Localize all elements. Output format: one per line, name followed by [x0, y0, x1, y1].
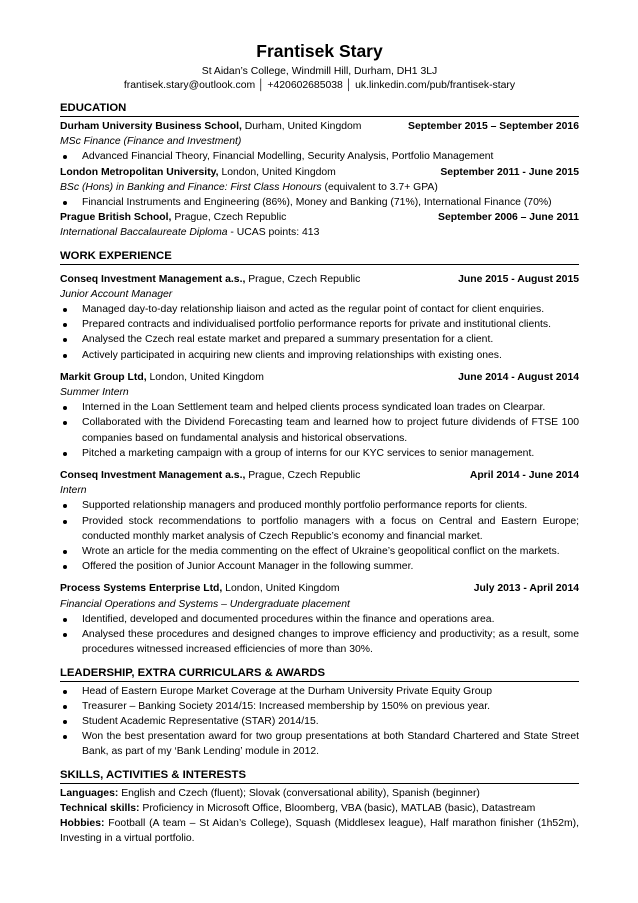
skill-line: [60, 816, 579, 846]
company-location: Prague, Czech Republic: [245, 273, 361, 285]
job-bullets: [60, 612, 579, 658]
list-item: Managed day-to-day relationship liaison and acted as the regular point of contact for client enquiries.: [60, 302, 579, 317]
list-item: Student Academic Representative (STAR) 2014/15.: [60, 714, 579, 729]
job-entry: [60, 272, 579, 363]
education-entry: [60, 210, 579, 240]
job-date: June 2015 - August 2015: [458, 273, 579, 285]
school-name: Durham University Business School,: [60, 121, 242, 132]
education-entry: [60, 165, 579, 211]
list-item: Provided stock recommendations to portfolio managers with a focus on Central and Eastern Europe; conducted monthly market analysis of Czech Republic’s economy and financial market.: [60, 514, 579, 544]
school-name: London Metropolitan University,: [60, 166, 219, 178]
degree: MSc Finance (Finance and Investment): [60, 136, 242, 148]
list-item: Identified, developed and documented procedures within the finance and operations area.: [60, 612, 579, 627]
list-item: Treasurer – Banking Society 2014/15: Increased membership by 150% on previous year.: [60, 699, 579, 714]
job-date: June 2014 - August 2014: [458, 371, 579, 383]
job-entry: [60, 581, 579, 657]
list-item: Won the best presentation award for two group presentations at both Standard Chartered and State Street Bank, as part of my ‘Bank Lending’ module in 2012.: [60, 729, 579, 759]
list-item: Wrote an article for the media commenting on the effect of Ukraine’s geopolitical conflict on the markets.: [60, 544, 579, 559]
work-section: [60, 249, 579, 658]
school-location: Durham, United Kingdom: [241, 121, 362, 132]
section-title-education: EDUCATION: [60, 101, 579, 117]
list-item: Pitched a marketing campaign with a group of interns for our KYC services to senior management.: [60, 446, 579, 461]
skill-label: Languages:: [60, 787, 119, 799]
education-bullets: [60, 195, 579, 210]
education-bullets: [60, 149, 579, 164]
education-date: September 2011 - June 2015: [440, 166, 579, 178]
list-item: Prepared contracts and individualised portfolio performance reports for private and institutional clients.: [60, 317, 579, 332]
section-title-leadership: LEADERSHIP, EXTRA CURRICULARS & AWARDS: [60, 666, 579, 682]
list-item: Supported relationship managers and produced monthly portfolio performance reports for clients.: [60, 498, 579, 513]
company-name: Conseq Investment Management a.s.,: [60, 470, 246, 482]
education-entry: [60, 119, 579, 165]
company-location: London, United Kingdom: [222, 583, 340, 595]
school-location: London, United Kingdom: [218, 166, 336, 178]
job-entry: [60, 370, 579, 461]
school-name: Prague British School,: [60, 212, 172, 224]
address: St Aidan’s College, Windmill Hill, Durham, DH1 3LJ: [201, 66, 438, 77]
list-item: Financial Instruments and Engineering (86%), Money and Banking (71%), International Finance (70%): [60, 195, 579, 210]
skill-line: [60, 786, 579, 801]
job-entry: [60, 468, 579, 574]
leadership-bullets: [60, 684, 579, 760]
candidate-name: Frantisek Stary: [256, 41, 383, 61]
degree: BSc (Hons) in Banking and Finance: First Class Honours: [60, 181, 322, 193]
list-item: Advanced Financial Theory, Financial Modelling, Security Analysis, Portfolio Management: [60, 149, 579, 164]
skill-label: Technical skills:: [60, 802, 140, 814]
job-date: July 2013 - April 2014: [473, 583, 579, 595]
section-title-skills: SKILLS, ACTIVITIES & INTERESTS: [60, 768, 579, 784]
list-item: Collaborated with the Dividend Forecasting team and learned how to project future dividends of FTSE 100 companies based on fundamental analysis and historical observations.: [60, 415, 579, 445]
list-item: Actively participated in acquiring new clients and improving relationships with existing ones.: [60, 348, 579, 363]
education-section: [60, 101, 579, 241]
degree-extra: (equivalent to 3.7+ GPA): [321, 181, 438, 193]
skill-text: Proficiency in Microsoft Office, Bloomberg, VBA (basic), MATLAB (basic), Datastream: [139, 802, 536, 814]
job-role: Summer Intern: [60, 387, 129, 399]
school-location: Prague, Czech Republic: [171, 212, 287, 224]
skill-text: Football (A team – St Aidan’s College), Squash (Middlesex league), Half marathon finisher (1h52m), Investing in a virtual portfolio.: [60, 817, 579, 845]
list-item: Head of Eastern Europe Market Coverage at the Durham University Private Equity Group: [60, 684, 579, 699]
company-name: Conseq Investment Management a.s.,: [60, 273, 246, 285]
skill-label: Hobbies:: [60, 817, 105, 829]
list-item: Analysed the Czech real estate market and prepared a summary presentation for a client.: [60, 332, 579, 347]
skill-text: English and Czech (fluent); Slovak (conversational ability), Spanish (beginner): [118, 787, 480, 799]
list-item: Analysed these procedures and designed changes to improve efficiency and productivity; as a result, some procedures witnessed increased efficiencies of more than 30%.: [60, 627, 579, 657]
section-title-work: WORK EXPERIENCE: [60, 249, 579, 265]
job-role: Intern: [60, 485, 87, 497]
list-item: Offered the position of Junior Account Manager in the following summer.: [60, 559, 579, 574]
job-bullets: [60, 400, 579, 461]
degree-extra: - UCAS points: 413: [227, 227, 320, 239]
degree: International Baccalaureate Diploma: [60, 227, 228, 239]
education-date: September 2015 – September 2016: [408, 121, 579, 132]
skills-section: [60, 768, 579, 847]
list-item: Interned in the Loan Settlement team and helped clients process syndicated loan trades on Clearpar.: [60, 400, 579, 415]
company-location: Prague, Czech Republic: [245, 470, 361, 482]
job-bullets: [60, 498, 579, 574]
job-date: April 2014 - June 2014: [469, 470, 579, 482]
company-location: London, United Kingdom: [146, 371, 264, 383]
company-name: Process Systems Enterprise Ltd,: [60, 583, 223, 595]
leadership-section: [60, 666, 579, 760]
education-date: September 2006 – June 2011: [438, 212, 579, 224]
contact-line: frantisek.stary@outlook.com │ +420602685038 │ uk.linkedin.com/pub/frantisek-stary: [123, 80, 516, 91]
company-name: Markit Group Ltd,: [60, 371, 147, 383]
skill-line: [60, 801, 579, 816]
job-role: Junior Account Manager: [60, 288, 173, 300]
job-bullets: [60, 302, 579, 363]
job-role: Financial Operations and Systems – Undergraduate placement: [60, 598, 350, 610]
